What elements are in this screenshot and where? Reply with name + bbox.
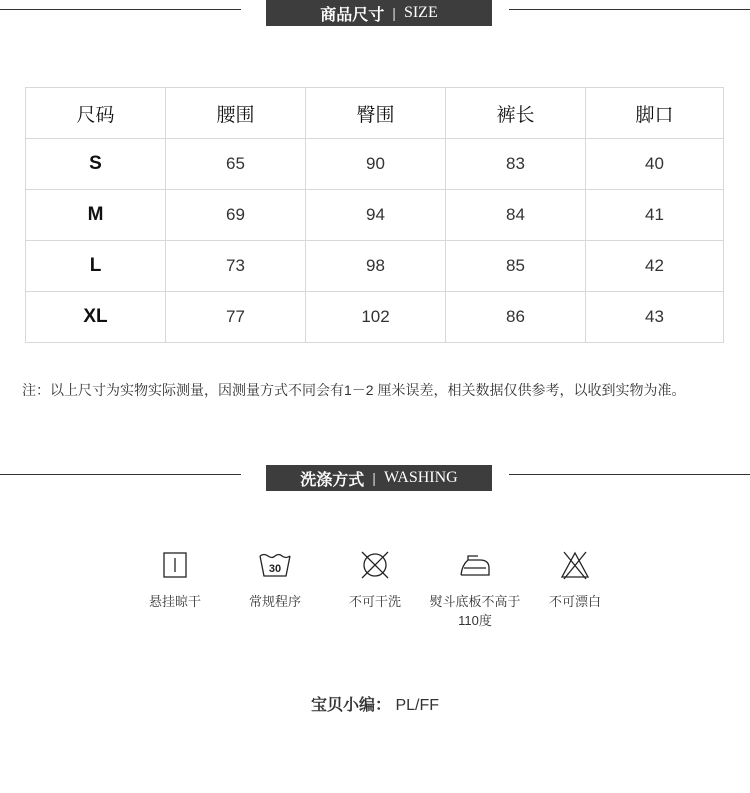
size-table	[25, 87, 724, 343]
header-hem: 脚口	[586, 88, 724, 139]
cell-hip: 90	[306, 139, 446, 190]
table-row	[26, 292, 724, 343]
cell-hip: 102	[306, 292, 446, 343]
measurement-note: 注：以上尺寸为实物实际测量，因测量方式不同会有1－2 厘米误差，相关数据仅供参考，以收到实物为准。	[22, 382, 686, 398]
care-label: 悬挂晾干	[148, 594, 201, 609]
size-title-box	[266, 0, 492, 26]
table-header-row	[26, 88, 724, 139]
care-label: 不可漂白	[548, 594, 601, 609]
care-item-iron	[420, 548, 530, 630]
cell-size: XL	[26, 292, 166, 343]
cell-hem: 41	[586, 190, 724, 241]
table-row	[26, 241, 724, 292]
header-waist: 腰围	[166, 88, 306, 139]
care-item-hang-dry	[120, 548, 230, 611]
cell-size: M	[26, 190, 166, 241]
washing-title-en: WASHING	[383, 469, 458, 486]
editor-label: 宝贝小编：	[310, 697, 391, 714]
cell-size: S	[26, 139, 166, 190]
size-title-en: SIZE	[403, 4, 438, 21]
care-item-no-dry-clean	[320, 548, 430, 611]
cell-waist: 77	[166, 292, 306, 343]
size-title-zh: 商品尺寸	[320, 6, 385, 24]
washing-title-zh: 洗涤方式	[300, 471, 365, 489]
washing-section-header	[0, 465, 750, 491]
washing-title-box	[266, 465, 492, 491]
table-row	[26, 190, 724, 241]
cell-hem: 40	[586, 139, 724, 190]
cell-length: 86	[446, 292, 586, 343]
no-bleach-icon	[558, 548, 592, 582]
hang-dry-icon	[158, 548, 192, 582]
cell-size: L	[26, 241, 166, 292]
size-section-header	[0, 0, 750, 26]
care-label: 常规程序	[248, 594, 301, 609]
cell-length: 84	[446, 190, 586, 241]
size-title-separator: |	[392, 5, 396, 21]
cell-hem: 42	[586, 241, 724, 292]
header-size: 尺码	[26, 88, 166, 139]
cell-hem: 43	[586, 292, 724, 343]
care-label: 熨斗底板不高于110度	[429, 594, 521, 628]
cell-waist: 69	[166, 190, 306, 241]
iron-icon	[458, 548, 492, 582]
cell-waist: 73	[166, 241, 306, 292]
cell-length: 85	[446, 241, 586, 292]
cell-waist: 65	[166, 139, 306, 190]
header-hip: 臀围	[306, 88, 446, 139]
cell-length: 83	[446, 139, 586, 190]
washing-title-separator: |	[372, 470, 376, 486]
cell-hip: 98	[306, 241, 446, 292]
no-dry-clean-icon	[358, 548, 392, 582]
table-row	[26, 139, 724, 190]
header-length: 裤长	[446, 88, 586, 139]
editor-value: PL/FF	[395, 697, 440, 714]
wash-30-icon	[258, 548, 292, 582]
editor-line	[0, 692, 750, 715]
care-item-wash-30	[220, 548, 330, 611]
care-label: 不可干洗	[348, 594, 401, 609]
care-item-no-bleach	[520, 548, 630, 611]
cell-hip: 94	[306, 190, 446, 241]
wash-temperature: 30	[268, 563, 282, 575]
